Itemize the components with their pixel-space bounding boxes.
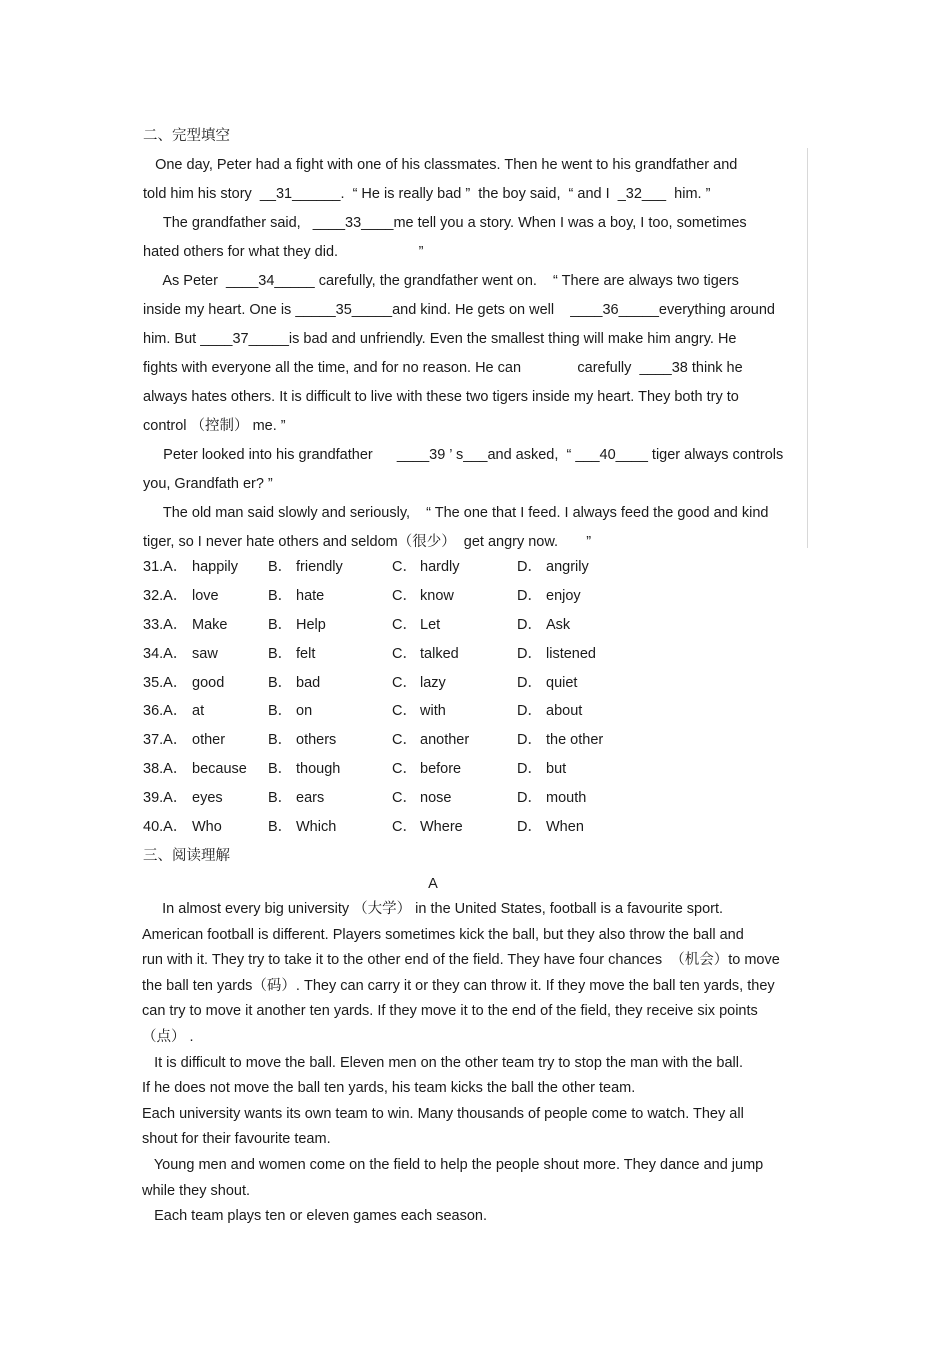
option-d: mouth: [546, 790, 587, 807]
option-b-letter: B．: [268, 761, 293, 778]
passage-line: told him his story __31______. “ He is really bad ” the boy said, “ and I _32___ him. ”: [143, 186, 711, 202]
option-d: enjoy: [546, 587, 581, 604]
cloze-passage: [143, 151, 807, 557]
option-c: lazy: [420, 674, 446, 691]
question-number: 38.A．: [143, 761, 188, 778]
option-d-letter: D．: [517, 703, 542, 720]
reading-line: It is difficult to move the ball. Eleven men on the other team try to stop the man with the ball.: [142, 1054, 743, 1071]
reading-line: run with it. They try to take it to the other end of the field. They have four chances （机会）to move: [142, 952, 780, 969]
passage-line: control （控制） me. ”: [143, 418, 286, 434]
option-b: friendly: [296, 559, 343, 575]
option-d: When: [546, 819, 584, 836]
option-b-letter: B．: [268, 587, 293, 604]
option-b-letter: B．: [268, 559, 293, 575]
question-number: 40.A．: [143, 819, 188, 836]
section-3-title: 三、阅读理解: [143, 848, 230, 864]
passage-line: The grandfather said, ____33____me tell you a story. When I was a boy, I too, sometimes: [143, 215, 747, 231]
option-c: another: [420, 732, 470, 749]
passage-line: One day, Peter had a fight with one of his classmates. Then he went to his grandfather and: [143, 157, 738, 173]
option-b: on: [296, 703, 313, 720]
option-b: though: [296, 761, 341, 778]
option-b-letter: B．: [268, 645, 293, 662]
option-d-letter: D．: [517, 559, 542, 575]
reading-line: can try to move it another ten yards. If they move it to the end of the field, they receive six points: [142, 1003, 758, 1020]
option-c: Where: [420, 819, 463, 836]
option-d-letter: D．: [517, 790, 542, 807]
option-d-letter: D．: [517, 819, 542, 836]
option-b: Which: [296, 819, 337, 836]
option-c-letter: C．: [392, 587, 417, 604]
reading-line: while they shout.: [142, 1182, 251, 1199]
option-c: nose: [420, 790, 452, 807]
question-number: 34.A．: [143, 645, 188, 662]
option-c: Let: [420, 616, 441, 633]
passage-line: fights with everyone all the time, and for no reason. He can carefully ____38 think he: [143, 360, 743, 376]
option-c-letter: C．: [392, 732, 417, 749]
option-b: others: [296, 732, 337, 749]
reading-line: Young men and women come on the field to help the people shout more. They dance and jump: [142, 1156, 764, 1173]
passage-line: him. But ____37_____is bad and unfriendly. Even the smallest thing will make him angry. He: [143, 331, 737, 347]
option-d: Ask: [546, 616, 571, 633]
option-d-letter: D．: [517, 587, 542, 604]
option-b-letter: B．: [268, 616, 293, 633]
passage-line: tiger, so I never hate others and seldom（很少） get angry now. ”: [143, 534, 592, 550]
option-c-letter: C．: [392, 819, 417, 836]
option-a: love: [192, 587, 219, 604]
option-a: other: [192, 732, 226, 749]
reading-line: In almost every big university （大学） in the United States, football is a favourite sport.: [142, 901, 724, 917]
option-a: at: [192, 703, 205, 720]
section-2-title: 二、完型填空: [143, 128, 230, 144]
option-c-letter: C．: [392, 790, 417, 807]
reading-line: Each university wants its own team to win. Many thousands of people come to watch. They all: [142, 1105, 744, 1122]
margin-rule: [807, 148, 808, 548]
passage-line: always hates others. It is difficult to live with these two tigers inside my heart. They both try to: [143, 389, 739, 405]
option-b-letter: B．: [268, 674, 293, 691]
option-c: hardly: [420, 559, 460, 575]
question-number: 32.A．: [143, 587, 188, 604]
option-b-letter: B．: [268, 819, 293, 836]
option-a: eyes: [192, 790, 223, 807]
question-number: 33.A．: [143, 616, 188, 633]
option-d-letter: D．: [517, 645, 542, 662]
reading-line: （点） .: [142, 1028, 194, 1045]
option-a: Who: [192, 819, 222, 836]
option-b-letter: B．: [268, 732, 293, 749]
option-c: know: [420, 587, 454, 604]
question-number: 36.A．: [143, 703, 188, 720]
option-a: because: [192, 761, 247, 778]
passage-line: As Peter ____34_____ carefully, the grandfather went on. “ There are always two tigers: [143, 273, 739, 289]
passage-line: you, Grandfath er? ”: [143, 476, 273, 492]
option-c-letter: C．: [392, 761, 417, 778]
passage-line: hated others for what they did. ”: [143, 244, 424, 260]
question-number: 37.A．: [143, 732, 188, 749]
option-a: good: [192, 674, 225, 691]
option-c: before: [420, 761, 462, 778]
reading-line: Each team plays ten or eleven games each season.: [142, 1208, 487, 1225]
option-b: hate: [296, 587, 325, 604]
passage-label: A: [428, 876, 438, 892]
option-c-letter: C．: [392, 703, 417, 720]
option-c-letter: C．: [392, 674, 417, 691]
option-d: listened: [546, 645, 596, 662]
question-number: 35.A．: [143, 674, 188, 691]
option-d: the other: [546, 732, 604, 749]
option-c: talked: [420, 645, 459, 662]
passage-line: The old man said slowly and seriously, “ The one that I feed. I always feed the good and kind: [143, 505, 769, 521]
option-b-letter: B．: [268, 790, 293, 807]
option-b: ears: [296, 790, 325, 807]
option-d-letter: D．: [517, 732, 542, 749]
option-b: Help: [296, 616, 326, 633]
passage-line: inside my heart. One is _____35_____and kind. He gets on well ____36_____everything around: [143, 302, 775, 318]
option-c-letter: C．: [392, 645, 417, 662]
option-c-letter: C．: [392, 616, 417, 633]
option-d: angrily: [546, 559, 589, 575]
option-d: quiet: [546, 674, 578, 691]
option-d-letter: D．: [517, 761, 542, 778]
question-number: 39.A．: [143, 790, 188, 807]
option-a: saw: [192, 645, 218, 662]
reading-line: the ball ten yards（码）. They can carry it or they can throw it. If they move the ball ten yards, they: [142, 977, 775, 994]
option-d-letter: D．: [517, 674, 542, 691]
option-d-letter: D．: [517, 616, 542, 633]
option-b-letter: B．: [268, 703, 293, 720]
option-b: bad: [296, 674, 321, 691]
option-c-letter: C．: [392, 559, 417, 575]
option-c: with: [420, 703, 446, 720]
passage-line: Peter looked into his grandfather ____39 ’ s___and asked, “ ___40____ tiger always controls: [143, 447, 784, 463]
option-a: Make: [192, 616, 228, 633]
option-a: happily: [192, 559, 238, 575]
reading-line: If he does not move the ball ten yards, his team kicks the ball the other team.: [142, 1080, 636, 1097]
option-b: felt: [296, 645, 316, 662]
reading-line: American football is different. Players sometimes kick the ball, but they also throw the ball and: [142, 926, 744, 943]
option-d: but: [546, 761, 567, 778]
reading-passage: [142, 897, 812, 1230]
question-number: 31.A．: [143, 559, 188, 575]
reading-line: shout for their favourite team.: [142, 1131, 331, 1148]
option-d: about: [546, 703, 583, 720]
